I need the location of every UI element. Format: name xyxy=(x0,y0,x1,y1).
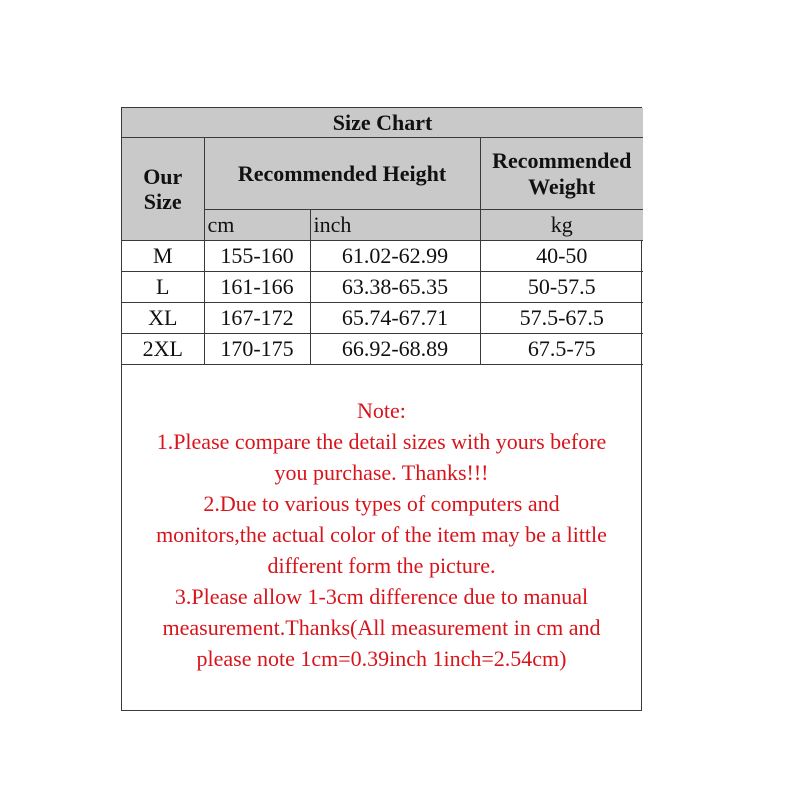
height-cm-cell: 170-175 xyxy=(204,334,310,365)
size-cell: M xyxy=(122,241,204,272)
note-line: 1.Please compare the detail sizes with yours before xyxy=(156,429,607,454)
note-line: please note 1cm=0.39inch 1inch=2.54cm) xyxy=(196,646,567,671)
height-cm-cell: 167-172 xyxy=(204,303,310,334)
our-size-header-line1: Our xyxy=(143,163,183,189)
recommended-weight-header xyxy=(480,138,643,210)
note-line: 2.Due to various types of computers and xyxy=(203,491,560,516)
size-chart-title: Size Chart xyxy=(122,108,643,138)
unit-kg: kg xyxy=(480,210,643,241)
height-cm-cell: 161-166 xyxy=(204,272,310,303)
size-cell: 2XL xyxy=(122,334,204,365)
size-cell: XL xyxy=(122,303,204,334)
note-line: you purchase. Thanks!!! xyxy=(274,460,489,485)
weight-kg-cell: 40-50 xyxy=(480,241,643,272)
recommended-height-header: Recommended Height xyxy=(204,138,480,210)
note-line: 3.Please allow 1-3cm difference due to manual xyxy=(174,584,589,609)
table-row xyxy=(122,303,643,334)
note-line: different form the picture. xyxy=(267,553,496,578)
size-cell: L xyxy=(122,272,204,303)
size-chart-panel xyxy=(121,107,642,711)
unit-inch: inch xyxy=(310,210,480,241)
notes-section xyxy=(122,365,641,674)
size-chart-table xyxy=(122,108,643,365)
height-inch-cell: 61.02-62.99 xyxy=(310,241,480,272)
note-line: measurement.Thanks(All measurement in cm and xyxy=(162,615,601,640)
weight-kg-cell: 57.5-67.5 xyxy=(480,303,643,334)
height-inch-cell: 66.92-68.89 xyxy=(310,334,480,365)
note-heading: Note: xyxy=(357,398,406,423)
table-row xyxy=(122,334,643,365)
weight-kg-cell: 50-57.5 xyxy=(480,272,643,303)
our-size-header-line2: Size xyxy=(143,189,182,214)
recommended-weight-header-line2: Weight xyxy=(528,173,596,199)
table-row xyxy=(122,241,643,272)
height-inch-cell: 65.74-67.71 xyxy=(310,303,480,334)
height-cm-cell: 155-160 xyxy=(204,241,310,272)
table-row xyxy=(122,272,643,303)
note-line: monitors,the actual color of the item may be a little xyxy=(156,522,607,547)
our-size-header xyxy=(122,138,204,241)
unit-cm: cm xyxy=(204,210,310,241)
recommended-weight-header-line1: Recommended xyxy=(492,148,632,174)
height-inch-cell: 63.38-65.35 xyxy=(310,272,480,303)
weight-kg-cell: 67.5-75 xyxy=(480,334,643,365)
